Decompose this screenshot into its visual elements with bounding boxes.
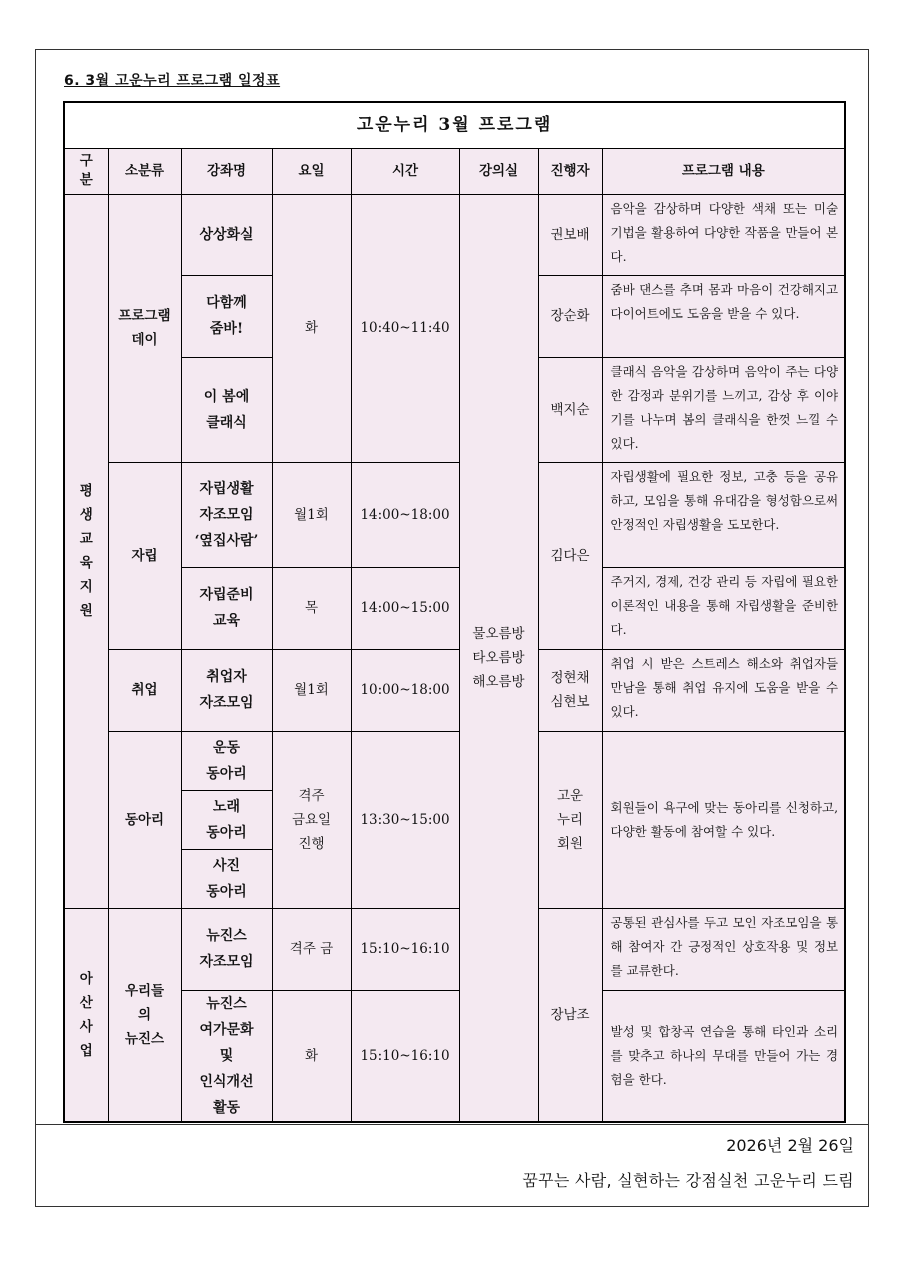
footer-divider [35,1124,869,1125]
table-row [64,990,845,1122]
instructor-cell: 김다은 [538,462,602,649]
day-cell: 화 [272,990,351,1122]
header-day: 요일 [272,148,351,194]
course-name: 다함께 줌바! [181,275,272,357]
instructor-cell: 장남조 [538,908,602,1122]
footer-signature: 꿈꾸는 사람, 실현하는 강점실천 고운누리 드림 [522,1171,854,1190]
header-course: 강좌명 [181,148,272,194]
program-content: 회원들이 욕구에 맞는 동아리를 신청하고, 다양한 활동에 참여할 수 있다. [602,731,845,908]
day-cell: 격주 금 [272,908,351,990]
time-cell: 10:00~18:00 [351,649,459,731]
subcategory-program-day: 프로그램 데이 [108,194,181,462]
day-cell: 격주 금요일 진행 [272,731,351,908]
instructor-cell: 백지순 [538,357,602,462]
time-cell: 14:00~18:00 [351,462,459,567]
course-name: 뉴진스 여가문화 및 인식개선 활동 [181,990,272,1122]
course-name: 자립준비 교육 [181,567,272,649]
program-content: 자립생활에 필요한 정보, 고충 등을 공유하고, 모임을 통해 유대감을 형성함으로써 안정적인 자립생활을 도모한다. [602,462,845,567]
course-name: 상상화실 [181,194,272,275]
time-cell: 14:00~15:00 [351,567,459,649]
group-asan: 아산사업 [64,908,108,1122]
course-name: 자립생활 자조모임 ‘옆집사람’ [181,462,272,567]
table-row [64,194,845,275]
course-name: 뉴진스 자조모임 [181,908,272,990]
program-content: 음악을 감상하며 다양한 색채 또는 미술 기법을 활용하여 다양한 작품을 만들어 본다. [602,194,845,275]
subcategory-club: 동아리 [108,731,181,908]
day-cell: 월1회 [272,462,351,567]
day-cell: 화 [272,194,351,462]
header-content: 프로그램 내용 [602,148,845,194]
table-row [64,649,845,731]
room-cell: 물오름방 타오름방 해오름방 [459,194,538,1122]
program-content: 주거지, 경제, 건강 관리 등 자립에 필요한 이론적인 내용을 통해 자립생활을 준비한다. [602,567,845,649]
time-cell: 15:10~16:10 [351,908,459,990]
course-name: 취업자 자조모임 [181,649,272,731]
table-title: 고운누리 3월 프로그램 [64,102,845,148]
subcategory-employment: 취업 [108,649,181,731]
instructor-cell: 고운 누리 회원 [538,731,602,908]
program-content: 발성 및 합창곡 연습을 통해 타인과 소리를 맞추고 하나의 무대를 만들어 가는 경험을 한다. [602,990,845,1122]
header-instructor: 진행자 [538,148,602,194]
time-cell: 10:40~11:40 [351,194,459,462]
footer-date: 2026년 2월 26일 [726,1136,854,1155]
table-row [64,567,845,649]
course-name: 노래 동아리 [181,790,272,849]
header-row [64,148,845,194]
instructor-cell: 권보배 [538,194,602,275]
time-cell: 13:30~15:00 [351,731,459,908]
group-lifelong: 평생교육지원 [64,194,108,908]
section-title: 6. 3월 고운누리 프로그램 일정표 [64,73,281,89]
instructor-cell: 정현채 심현보 [538,649,602,731]
program-content: 취업 시 받은 스트레스 해소와 취업자들 만남을 통해 취업 유지에 도움을 받을 수 있다. [602,649,845,731]
table-row [64,731,845,790]
schedule-table [63,101,846,1123]
time-cell: 15:10~16:10 [351,990,459,1122]
header-subcategory: 소분류 [108,148,181,194]
program-content: 줌바 댄스를 추며 몸과 마음이 건강해지고 다이어트에도 도움을 받을 수 있다. [602,275,845,357]
program-content: 클래식 음악을 감상하며 음악이 주는 다양한 감정과 분위기를 느끼고, 감상 후 이야기를 나누며 봄의 클래식을 한껏 느낄 수 있다. [602,357,845,462]
instructor-cell: 장순화 [538,275,602,357]
program-content: 공통된 관심사를 두고 모인 자조모임을 통해 참여자 간 긍정적인 상호작용 및 정보를 교류한다. [602,908,845,990]
course-name: 운동 동아리 [181,731,272,790]
header-time: 시간 [351,148,459,194]
header-room: 강의실 [459,148,538,194]
table-row [64,908,845,990]
table-row [64,462,845,567]
header-category: 구 분 [64,148,108,194]
course-name: 이 봄에 클래식 [181,357,272,462]
subcategory-newjeans: 우리들 의 뉴진스 [108,908,181,1122]
day-cell: 월1회 [272,649,351,731]
course-name: 사진 동아리 [181,849,272,908]
day-cell: 목 [272,567,351,649]
subcategory-independence: 자립 [108,462,181,649]
